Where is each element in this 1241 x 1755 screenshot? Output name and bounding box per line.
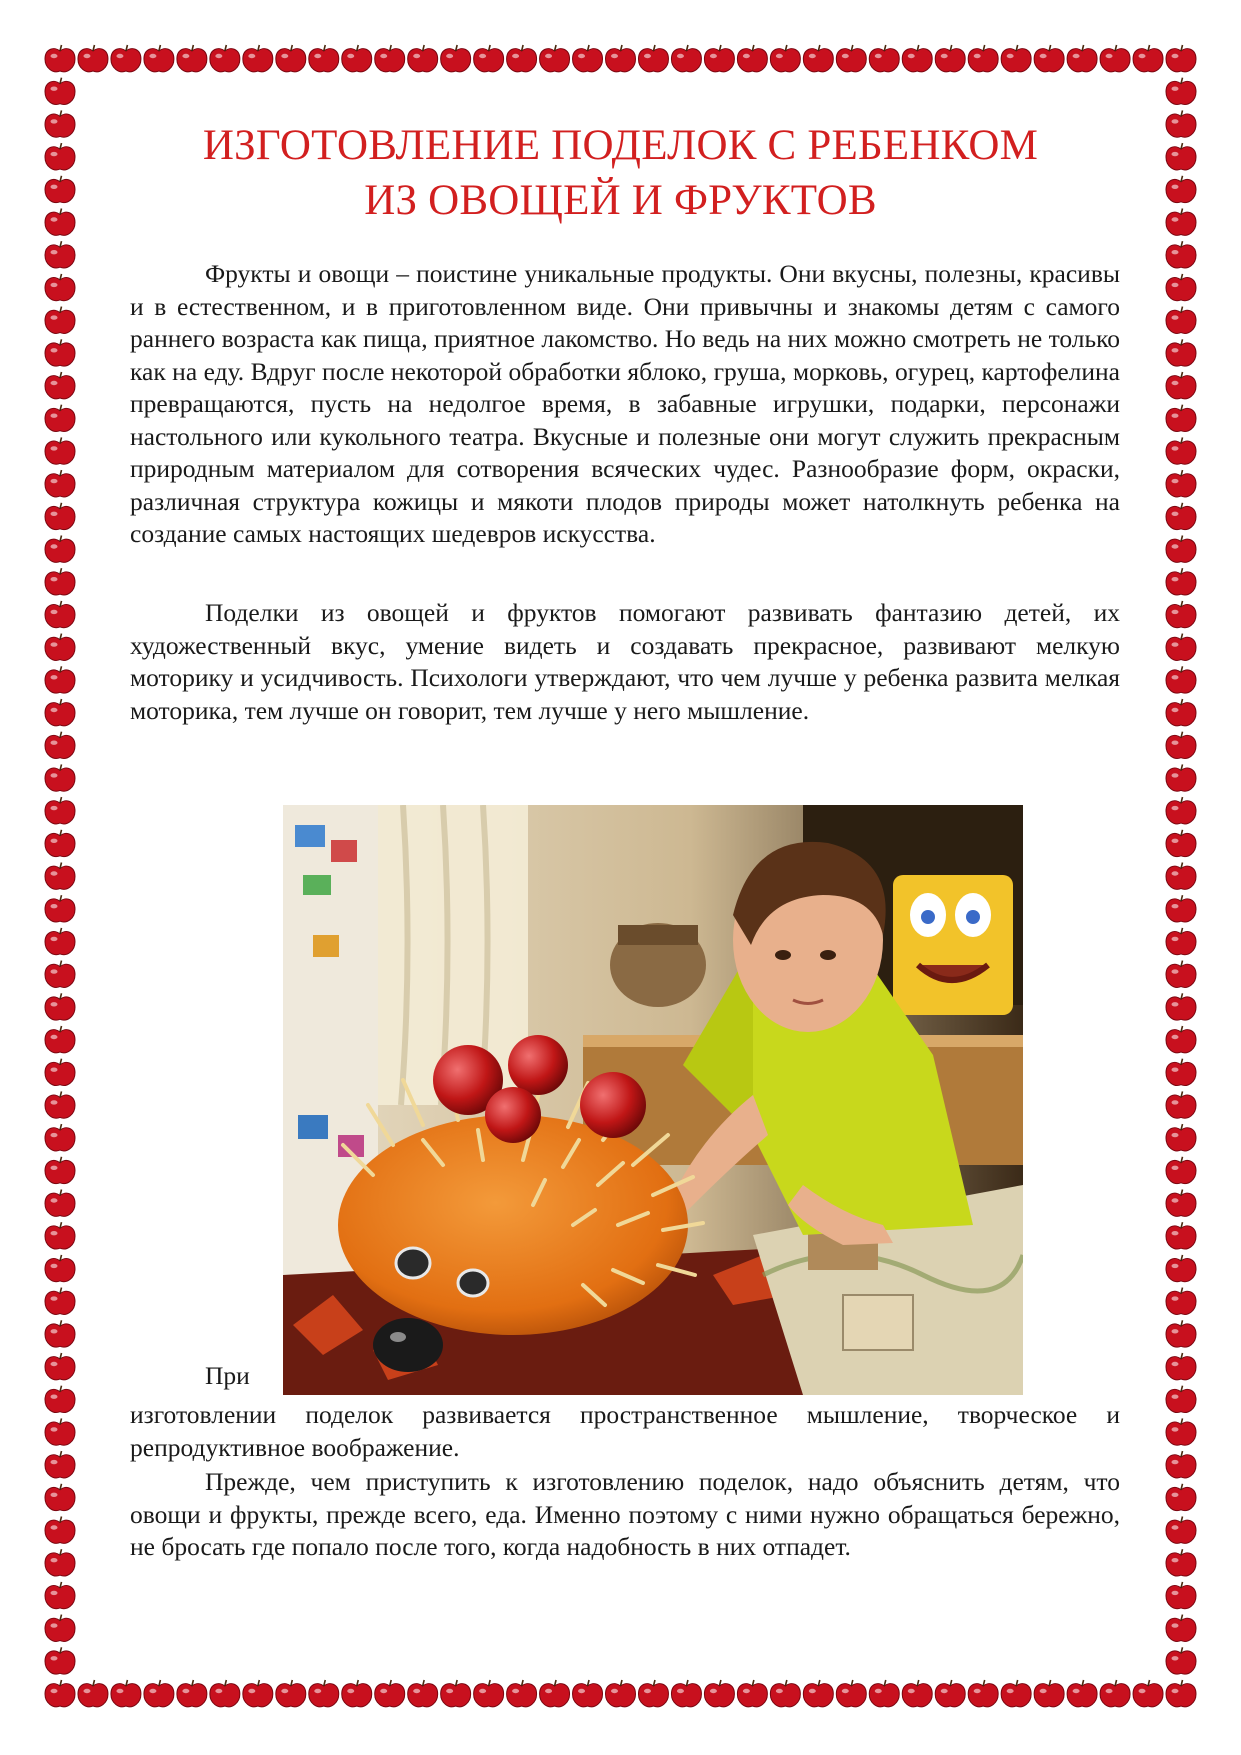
apple-icon [540,45,570,72]
apple-icon [45,1386,75,1413]
apple-icon [375,1680,405,1707]
apple-icon [902,1680,932,1707]
apple-icon [1166,45,1196,72]
apple-icon [1166,209,1196,236]
apple-icon [375,45,405,72]
apple-icon [1100,1680,1130,1707]
apple-icon [342,45,372,72]
apple-icon [474,45,504,72]
apple-icon [1100,45,1130,72]
paragraph-3-start: При [205,1361,250,1390]
apple-icon [45,1549,75,1576]
apple-icon [45,1353,75,1380]
apple-icon [144,45,174,72]
apple-icon [1166,1517,1196,1544]
apple-icon [45,666,75,693]
apple-icon [671,1680,701,1707]
apple-icon [1166,176,1196,203]
apple-icon [45,1647,75,1674]
apple-icon [1166,470,1196,497]
apple-icon [45,45,75,72]
apple-icon [1166,699,1196,726]
apple-icon [45,405,75,432]
apple-icon [45,78,75,105]
apple-icon [968,45,998,72]
apple-icon [1166,830,1196,857]
apple-icon [968,1680,998,1707]
apple-icon [45,863,75,890]
apple-icon [45,503,75,530]
apple-icon [45,536,75,563]
apple-icon [45,1091,75,1118]
apple-icon [243,1680,273,1707]
apple-icon [45,1418,75,1445]
apple-icon [1166,1255,1196,1282]
apple-icon [1166,503,1196,530]
apple-icon [638,1680,668,1707]
apple-icon [1166,961,1196,988]
apple-icon [1166,1124,1196,1151]
apple-icon [45,209,75,236]
apple-icon [45,1680,75,1707]
apple-icon [540,1680,570,1707]
apple-icon [78,1680,108,1707]
apple-icon [45,568,75,595]
apple-icon [144,1680,174,1707]
apple-icon [803,1680,833,1707]
paragraph-4: Прежде, чем приступить к изготовлению поделок, надо объяснить детям, что овощи и фрукты, прежде всего, еда. Именно поэтому с ними нужно обращаться бережно, не бросать где попало после того, когда надобность в них отпадет. [130,1467,1120,1561]
apple-icon [408,45,438,72]
apple-icon [1166,1222,1196,1249]
apple-icon [45,1615,75,1642]
apple-icon [1166,307,1196,334]
apple-icon [1166,274,1196,301]
apple-icon [111,45,141,72]
apple-icon [1166,1451,1196,1478]
photo-block [130,805,1120,1400]
apple-icon [1166,339,1196,366]
apple-icon [1166,732,1196,759]
apple-icon [704,45,734,72]
apple-icon [737,1680,767,1707]
apple-icon [1166,372,1196,399]
apple-icon [1166,1647,1196,1674]
apple-icon [1166,993,1196,1020]
apple-icon [1166,797,1196,824]
apple-icon [45,241,75,268]
apple-icon [45,1026,75,1053]
apple-icon [1133,45,1163,72]
apple-icon [45,1517,75,1544]
apple-icon [1166,110,1196,137]
apple-icon [1166,1320,1196,1347]
apple-icon [45,1157,75,1184]
apple-icon [276,1680,306,1707]
apple-icon [770,45,800,72]
apple-icon [1166,536,1196,563]
apple-icon [45,699,75,726]
apple-icon [45,1288,75,1315]
apple-icon [45,110,75,137]
apple-icon [1166,764,1196,791]
apple-icon [45,1124,75,1151]
apple-icon [1034,1680,1064,1707]
apple-icon [1067,45,1097,72]
apple-icon [408,1680,438,1707]
apple-icon [1166,1484,1196,1511]
apple-icon [45,961,75,988]
apple-icon [1166,1549,1196,1576]
apple-icon [1133,1680,1163,1707]
apple-icon [638,45,668,72]
apple-icon [45,830,75,857]
apple-icon [935,1680,965,1707]
apple-icon [210,45,240,72]
apple-icon [45,764,75,791]
paragraph-1: Фрукты и овощи – поистине уникальные продукты. Они вкусны, полезны, красивы и в естественном, и в приготовленном виде. Они привычны и знакомы детям с самого раннего возраста как пища, приятное лакомство. Но ведь на них можно смотреть не только как на еду. Вдруг после некоторой обработки яблоко, груша, морковь, огурец, картофелина превращаются, пусть на недолгое время, в забавные игрушки, подарки, персонажи настольного или кукольного театра. Вкусные и полезные они могут служить прекрасным природным материалом для сотворения всяческих чудес. Разнообразие форм, окраски, различная структура кожицы и мякоти плодов природы может натолкнуть ребенка на создание самых настоящих шедевров искусства. [130,259,1120,548]
photo-boy-hedgehog-craft [283,805,1023,1395]
apple-icon [45,732,75,759]
apple-icon [45,895,75,922]
apple-icon [45,176,75,203]
apple-icon [45,1222,75,1249]
apple-icon [45,1484,75,1511]
apple-icon [606,45,636,72]
apple-icon [45,1582,75,1609]
apple-icon [1166,1680,1196,1707]
title-line-2: ИЗ ОВОЩЕЙ И ФРУКТОВ [364,177,877,224]
apple-icon [1166,1288,1196,1315]
apple-icon [441,45,471,72]
apple-icon [45,1190,75,1217]
apple-icon [1166,78,1196,105]
apple-icon [1166,568,1196,595]
apple-icon [111,1680,141,1707]
apple-icon [210,1680,240,1707]
apple-icon [45,928,75,955]
apple-icon [803,45,833,72]
apple-icon [704,1680,734,1707]
apple-icon [45,143,75,170]
apple-icon [1166,1059,1196,1086]
apple-icon [1166,928,1196,955]
apple-icon [1166,634,1196,661]
apple-icon [869,1680,899,1707]
apple-icon [507,45,537,72]
apple-icon [45,797,75,824]
apple-icon [935,45,965,72]
apple-icon [836,1680,866,1707]
apple-icon [1166,1582,1196,1609]
apple-icon [45,372,75,399]
apple-icon [1166,405,1196,432]
apple-icon [1166,863,1196,890]
apple-icon [309,45,339,72]
apple-icon [1034,45,1064,72]
apple-icon [45,307,75,334]
apple-icon [1166,1418,1196,1445]
page-title [130,118,1111,228]
apple-icon [177,45,207,72]
apple-icon [1166,241,1196,268]
apple-icon [1166,666,1196,693]
apple-icon [45,1255,75,1282]
apple-icon [45,1059,75,1086]
apple-icon [770,1680,800,1707]
apple-icon [474,1680,504,1707]
apple-icon [78,45,108,72]
apple-icon [869,45,899,72]
apple-icon [45,634,75,661]
apple-icon [276,45,306,72]
apple-icon [342,1680,372,1707]
apple-icon [737,45,767,72]
apple-icon [1166,1190,1196,1217]
title-line-1: ИЗГОТОВЛЕНИЕ ПОДЕЛОК С РЕБЕНКОМ [202,122,1039,169]
apple-icon [1166,143,1196,170]
apple-icon [45,470,75,497]
apple-icon [573,1680,603,1707]
apple-icon [1001,45,1031,72]
apple-icon [45,993,75,1020]
apple-icon [1166,437,1196,464]
paragraph-3: изготовлении поделок развивается пространственное мышление, творческое и репродуктивное воображение. [130,1400,1120,1462]
apple-icon [573,45,603,72]
apple-icon [1166,1157,1196,1184]
apple-icon [507,1680,537,1707]
apple-icon [45,601,75,628]
apple-icon [45,274,75,301]
apple-icon [606,1680,636,1707]
apple-icon [1166,601,1196,628]
paragraph-2: Поделки из овощей и фруктов помогают развивать фантазию детей, их художественный вкус, умение видеть и создавать прекрасное, развивают мелкую моторику и усидчивость. Психологи утверждают, что чем лучше у ребенка развита мелкая моторика, тем лучше он говорит, тем лучше у него мышление. [130,598,1120,725]
apple-icon [1067,1680,1097,1707]
apple-icon [177,1680,207,1707]
apple-icon [441,1680,471,1707]
apple-icon [243,45,273,72]
apple-icon [1166,1091,1196,1118]
apple-icon [45,1451,75,1478]
apple-icon [1166,895,1196,922]
apple-icon [1001,1680,1031,1707]
apple-icon [671,45,701,72]
apple-icon [45,339,75,366]
apple-icon [45,437,75,464]
apple-icon [309,1680,339,1707]
apple-icon [836,45,866,72]
apple-icon [1166,1026,1196,1053]
apple-icon [1166,1615,1196,1642]
apple-icon [902,45,932,72]
apple-icon [1166,1386,1196,1413]
apple-icon [1166,1353,1196,1380]
apple-icon [45,1320,75,1347]
